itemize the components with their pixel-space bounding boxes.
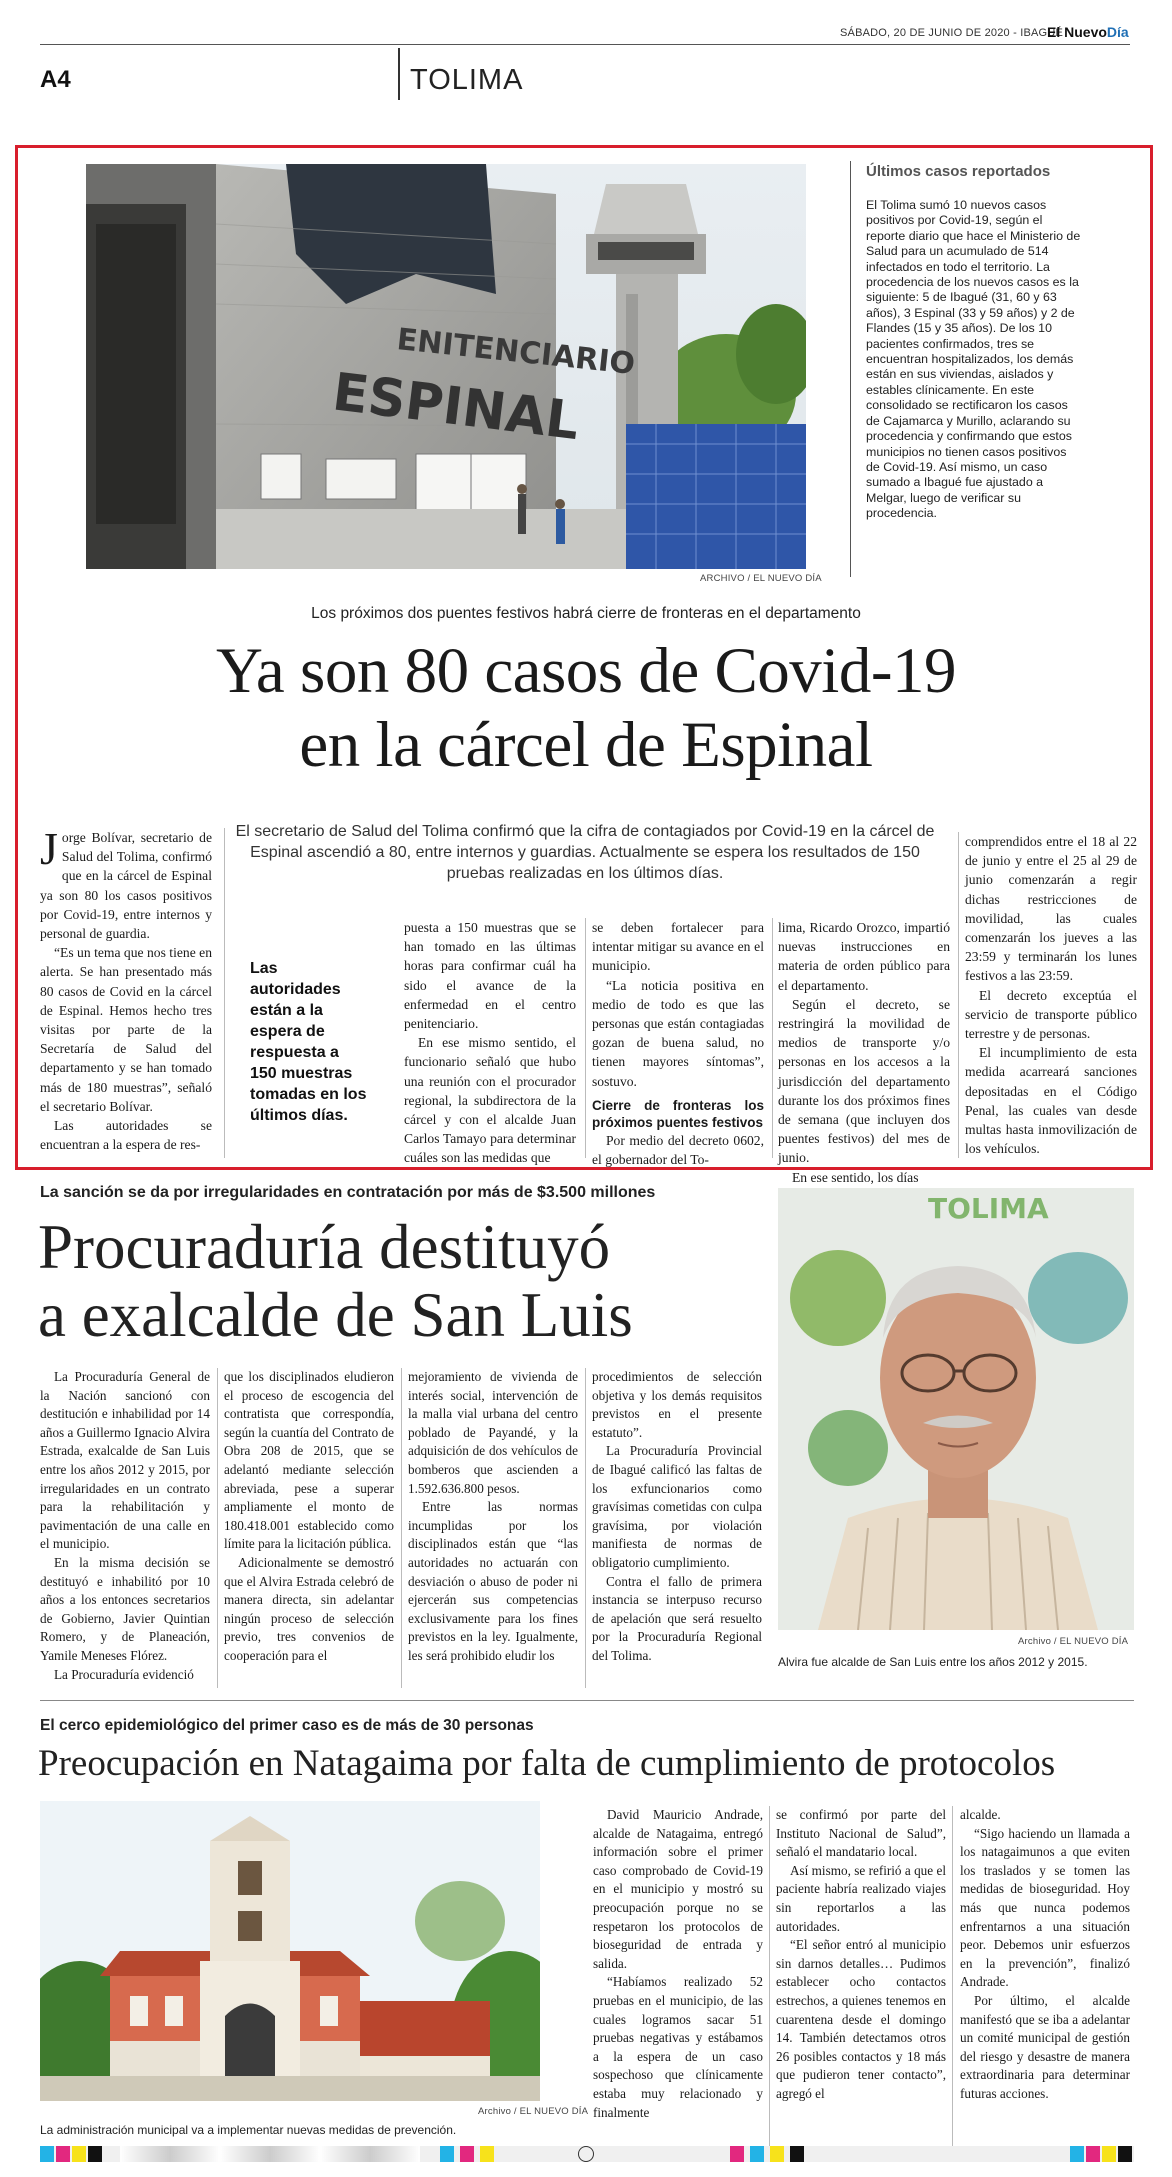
article1-lead: El secretario de Salud del Tolima confirmó que la cifra de contagiados por Covid-19 en la cárcel de Espinal ascendió a 80, entre internos y guardias. Actualmente se espera los resultados de 150 pruebas realizadas en los últimos días. — [235, 823, 935, 882]
swatch-yellow — [1102, 2146, 1116, 2162]
registration-mark-icon — [578, 2146, 594, 2162]
church-illustration — [40, 1801, 540, 2101]
article1-headline-line2: en la cárcel de Espinal — [299, 709, 873, 781]
article1-col2-p2: En ese mismo sentido, el funcionario señaló que hubo una reunión con el procurador regional, la subdirectora de la cárcel y con el alcalde Juan Carlos Tamayo para determinar cuáles son las medidas que — [404, 1035, 576, 1166]
swatch-magenta — [460, 2146, 474, 2162]
article2-col2 — [224, 1368, 394, 1666]
article2-col2-p2: Adicionalmente se demostró que el Alvira Estrada celebró de manera directa, sin adelantar ningún proceso de selección previo, tres convenios de cooperación para el — [224, 1554, 394, 1663]
col-rule — [217, 1368, 218, 1688]
swatch-yellow — [72, 2146, 86, 2162]
article2-col3 — [408, 1368, 578, 1666]
article3-col1-p1: David Mauricio Andrade, alcalde de Natagaima, entregó información sobre el primer caso comprobado de Covid-19 en el municipio y mostró su preocupación porque no se respetaron los protocolos de bioseguridad de entrada y salida. — [593, 1807, 763, 1971]
article1-col3-subhead: Cierre de fronteras los próximos puentes festivos — [592, 1097, 764, 1130]
article1-col5-p2: El decreto exceptúa el servicio de transporte público terrestre y de personas. — [965, 987, 1137, 1042]
article2-col4 — [592, 1368, 762, 1666]
article2-col2-p1: que los disciplinados eludieron el proceso de escogencia del contratista que correspondía, según la cuantía del Contrato de Obra 208 de 2015, que se adelantó mediante selección abreviada, pese a superar ampliamente el monto de 180.418.001 establecido como límite para la licitación pública. — [224, 1369, 394, 1552]
article2-col3-p2: Entre las normas incumplidas por los disciplinados están que “las autoridades no actuarán con desviación o abuso de poder ni ejercerán sus competencias exclusivamente para los fines previstos en la ley. Igualmente, les será prohibido eludir los — [408, 1499, 578, 1663]
article2-headline-line1: Procuraduría destituyó — [38, 1212, 611, 1282]
article3-col2 — [776, 1806, 946, 2104]
article2-col3-p1: mejoramiento de vivienda de interés social, intervención de la malla vial urbana del centro poblado de Payandé, y la adquisición de dos vehículos de bomberos que ascienden a 1.592.636.800 pesos. — [408, 1369, 578, 1496]
swatch-yellow — [770, 2146, 784, 2162]
article2-col1 — [40, 1368, 210, 1684]
article2-col4-p2: La Procuraduría Provincial de Ibagué calificó las faltas de los exfuncionarios como gravísimas cometidas con culpa gravísima, por violación manifiesta de normas de obligatorio cumplimiento. — [592, 1443, 762, 1570]
article1-col3-p1: se deben fortalecer para intentar mitigar su avance en el municipio. — [592, 920, 764, 974]
article2-col1-p1: La Procuraduría General de la Nación sancionó con destitución e inhabilidad por 14 años a Guillermo Ignacio Alvira Estrada, exalcalde de San Luis entre los años 2012 y 2015, por irregularidades en un contrato para la rehabilitación y pavimentación de una calle en el municipio. — [40, 1369, 210, 1552]
article1-col2 — [404, 918, 576, 1168]
portrait-bg-text: TOLIMA — [928, 1192, 1049, 1225]
sidebar-title: Últimos casos reportados — [866, 163, 1051, 180]
article1-col4 — [778, 918, 950, 1187]
article1-headline — [0, 634, 1172, 782]
swatch-cyan — [1070, 2146, 1084, 2162]
swatch-cyan — [750, 2146, 764, 2162]
article1-col5-p1: comprendidos entre el 18 al 22 de junio y entre el 25 al 29 de junio comenzarán a regir dichas restricciones de movilidad, las cuales comenzarán los jueves a las 23:59 y terminarán los lunes festivos a las 23:59. — [965, 834, 1137, 984]
article3-col1 — [593, 1806, 763, 2122]
article1-col3-p3: Por medio del decreto 0602, el gobernador del To- — [592, 1132, 764, 1168]
church-caption: La administración municipal va a implementar nuevas medidas de prevención. — [40, 2123, 457, 2137]
page-number: A4 — [40, 66, 71, 93]
article2-col4-p3: Contra el fallo de primera instancia se interpuso recurso de apelación que será resuelto por la Procuraduría Regional del Tolima. — [592, 1573, 762, 1663]
portrait-photo — [778, 1188, 1134, 1630]
article3-col1-p2: “Habíamos realizado 52 pruebas en el municipio, de las cuales logramos sacar 51 pruebas negativas y estábamos a la espera de un caso sospechoso que clínicamente estaba muy relacionado y finalmente — [593, 1974, 763, 2120]
sidebar-rule — [850, 161, 851, 577]
article1-col1-p1: orge Bolívar, secretario de Salud del Tolima, confirmó que en la cárcel de Espinal ya son 80 los casos positivos por Covid-19, entre internos y personal de guardia. — [40, 830, 212, 942]
col-rule — [224, 828, 225, 1158]
article1-col1 — [40, 823, 212, 1154]
article3-col2-p1: se confirmó por parte del Instituto Nacional de Salud”, señaló el mandatario local. — [776, 1807, 946, 1860]
col-rule — [952, 1806, 953, 2146]
swatch-magenta — [56, 2146, 70, 2162]
sidebar-body: El Tolima sumó 10 nuevos casos positivos por Covid-19, según el reporte diario que hace el Ministerio de Salud para un acumulado de 514 infectados en todo el territorio. La procedencia de los nuevos casos es la siguiente: 5 de Ibagué (31, 60 y 63 años), 3 Espinal (33 y 59 años) y 2 de Flandes (15 y 35 años). De los 10 pacientes confirmados, tres se encuentran hospitalizados, los demás están en sus viviendas, aislados y estables clínicamente. En este consolidado se rectificaron los casos de Cajamarca y Murillo, aclarando su procedencia y confirmando que estos municipios no tienen casos positivos de Covid-19. Así mismo, un caso sumado a Ibagué fue ajustado a Melgar, luego de verificar su procedencia. — [866, 198, 1081, 521]
article1-col4-p2: Según el decreto, se restringirá la movilidad de medios de transporte y/o personas en los accesos a la jurisdicción del departamento durante los dos próximos fines de semana (que incluyen dos puentes festivos) del mes de junio. — [778, 996, 950, 1166]
article1-col5 — [965, 832, 1137, 1158]
article3-col3-p3: Por último, el alcalde manifestó que se iba a adelantar un comité municipal de gestión del riesgo y desastre de manera extraordinaria para determinar futuras acciones. — [960, 1992, 1130, 2101]
col-rule — [401, 1368, 402, 1688]
article3-col2-p3: “El señor entró al municipio sin darnos detalles… Pudimos establecer ocho contactos estrechos, a quienes tenemos en cuarentena desde el domingo 14. También detectamos otros 26 posibles contactos y 18 más que pudieron tener contacto”, agregó el — [776, 1937, 946, 2101]
article1-col2-p1: puesta a 150 muestras que se han tomado en las últimas horas para confirmar cuál ha sido el avance de la enfermedad en el centro penitenciario. — [404, 920, 576, 1032]
article2-kicker: La sanción se da por irregularidades en contratación por más de $3.500 millones — [40, 1184, 656, 1201]
swatch-gray-band — [120, 2146, 420, 2162]
swatch-magenta — [1086, 2146, 1100, 2162]
portrait-credit: Archivo / EL NUEVO DÍA — [1018, 1636, 1129, 1647]
pullquote: Las autoridades están a la espera de respuesta a 150 muestras tomadas en los últimos días. — [250, 960, 367, 1124]
section-title: TOLIMA — [410, 64, 524, 96]
article3-kicker: El cerco epidemiológico del primer caso es de más de 30 personas — [40, 1717, 534, 1734]
swatch-black — [790, 2146, 804, 2162]
brand-logo — [1047, 24, 1129, 40]
section-separator — [40, 1700, 1134, 1701]
article2-headline — [38, 1213, 778, 1349]
col-rule — [958, 832, 959, 1158]
portrait-caption: Alvira fue alcalde de San Luis entre los años 2012 y 2015. — [778, 1655, 1088, 1669]
article1-col4-p3: En ese sentido, los días — [792, 1169, 919, 1185]
swatch-black — [88, 2146, 102, 2162]
portrait-illustration — [778, 1188, 1134, 1630]
col-rule — [769, 1806, 770, 2146]
col-rule — [585, 1368, 586, 1688]
article3-col3-p2: “Sigo haciendo un llamada a los natagaimunos a que eviten los traslados y se tomen las medidas de bioseguridad. Hoy más que nunca podemos enfrentarnos a una situación peor. Debemos unir esfuerzos en la prevención”, finalizó Andrade. — [960, 1825, 1130, 1990]
col-rule — [585, 918, 586, 1158]
prison-photo-credit: ARCHIVO / EL NUEVO DÍA — [700, 573, 822, 584]
article1-kicker: Los próximos dos puentes festivos habrá cierre de fronteras en el departamento — [311, 605, 861, 622]
swatch-cyan — [440, 2146, 454, 2162]
swatch-cyan — [40, 2146, 54, 2162]
swatch-black — [1118, 2146, 1132, 2162]
article2-col1-p2: En la misma decisión se destituyó e inhabilitó por 10 años a los entonces secretarios de Gobierno, Javier Quintian Romero, y de Planeación, Yamile Meneses Flórez. — [40, 1554, 210, 1663]
print-color-bar — [40, 2146, 1134, 2162]
article2-col1-p3: La Procuraduría evidenció — [54, 1666, 194, 1682]
article1-col1-p2: “Es un tema que nos tiene en alerta. Se han presentado más 80 casos de Covid en la cárcel de Espinal. Hemos hecho tres visitas por parte de la Secretaría de Salud del departamento y se han tomado más de 180 muestras”, señaló el secretario Bolívar. — [40, 945, 212, 1114]
dropcap: J — [40, 823, 58, 874]
swatch-yellow — [480, 2146, 494, 2162]
article1-col3-p2: “La noticia positiva en medio de todo es que las personas que están contagiadas gozan de buena salud, no tienen mayores síntomas”, sostuvo. — [592, 977, 764, 1089]
article1-col3 — [592, 918, 764, 1169]
col-rule — [772, 918, 773, 1158]
article1-col5-p3: El incumplimiento de esta medida acarreará sanciones depositadas en el Código Penal, las cuales van desde multas hasta inmovilización de los vehículos. — [965, 1045, 1137, 1157]
prison-photo — [86, 164, 806, 569]
article1-headline-line1: Ya son 80 casos de Covid-19 — [215, 635, 957, 707]
article3-col3 — [960, 1806, 1130, 2104]
article1-col4-p1: lima, Ricardo Orozco, impartió nuevas instrucciones en materia de orden público para el departamento. — [778, 920, 950, 993]
article2-col4-p1: procedimientos de selección objetiva y los demás requisitos previstos en el presente estatuto”. — [592, 1369, 762, 1440]
section-divider — [398, 48, 400, 100]
article2-headline-line2: a exalcalde de San Luis — [38, 1280, 633, 1350]
swatch-magenta — [730, 2146, 744, 2162]
article3-headline: Preocupación en Natagaima por falta de cumplimiento de protocolos — [38, 1743, 1056, 1784]
article1-col1-p3: Las autoridades se encuentran a la espera de res- — [40, 1118, 212, 1153]
prison-photo-illustration — [86, 164, 806, 569]
sign-text-top: ENITENCIARIO — [395, 322, 637, 382]
brand-logo-a: El Nuevo — [1047, 24, 1107, 40]
church-photo-credit: Archivo / EL NUEVO DÍA — [478, 2106, 589, 2117]
brand-logo-b: Día — [1106, 24, 1129, 40]
article3-col2-p2: Así mismo, se refirió a que el paciente habría realizado viajes sin reportarlos a las autoridades. — [776, 1862, 946, 1934]
header-rule — [40, 44, 1130, 45]
dateline: SÁBADO, 20 DE JUNIO DE 2020 - IBAGUÉ — [840, 27, 1063, 39]
article3-col3-p1: alcalde. — [960, 1807, 1001, 1822]
church-photo — [40, 1801, 540, 2101]
sign-text-main: ESPINAL — [329, 362, 583, 453]
